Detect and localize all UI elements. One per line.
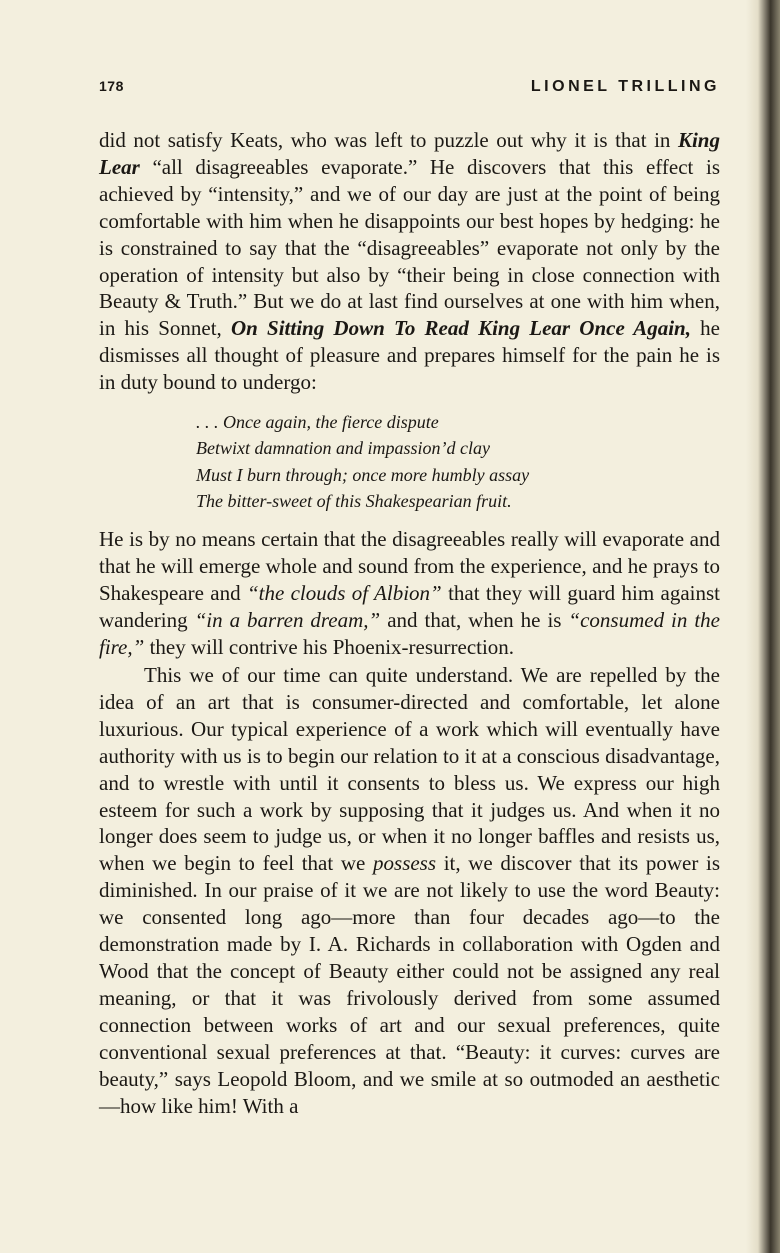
paragraph-1 bbox=[99, 127, 720, 396]
verse-line: . . . Once again, the fierce dispute bbox=[196, 412, 439, 432]
paragraph-text: he dismisses all thought of pleasure and prepares himself for the pain he is in duty bound to undergo: bbox=[99, 316, 720, 395]
paragraph-text: “all disagreeables evaporate.” He discovers that this effect is achieved by “intensity,” and we of our day are just at the point of being comfortable with him when he disappoints our best hopes by hedging: he is constrained to say that the “disagreeables” evaporate not only by the operation of intensity but also by “their being in close connection with Beauty & Truth.” But we do at last find ourselves at one with him when, in his Sonnet, bbox=[99, 154, 720, 341]
quotation-italic: “the clouds of Albion” bbox=[246, 580, 442, 605]
quotation-italic: “in a barren dream,” bbox=[194, 607, 381, 632]
verse-line: Must I burn through; once more humbly assay bbox=[196, 464, 530, 485]
verse-quotation bbox=[196, 409, 529, 514]
paragraph-text: He is by no means certain that the disagreeables really will evaporate and that he will emerge whole and sound from the experience, and he prays to Shakespeare and bbox=[99, 527, 720, 605]
page-number: 178 bbox=[99, 78, 124, 94]
paragraph-text: This we of our time can quite understand. We are repelled by the idea of an art that is consumer-directed and comfortable, let alone luxurious. Our typical experience of a work which will eventually have authority with us is to begin our relation to it at a conscious disadvantage, and to wrestle with until it consents to bless us. We express our high esteem for such a work by supposing that it judges us. And when it no longer does seem to judge us, or when it no longer baffles and resists us, when we begin to feel that we bbox=[99, 663, 720, 876]
verse-line: Betwixt damnation and impassion’d clay bbox=[196, 438, 490, 459]
paragraph-text: that they will guard him against wandering bbox=[99, 580, 720, 632]
paragraph-2 bbox=[99, 526, 720, 661]
sonnet-title: On Sitting Down To Read King Lear Once Again, bbox=[231, 316, 691, 341]
paragraph-text: did not satisfy Keats, who was left to puzzle out why it is that in bbox=[99, 128, 678, 152]
paragraph-3 bbox=[99, 662, 720, 1119]
running-head: LIONEL TRILLING bbox=[530, 78, 720, 95]
emphasis-possess: possess bbox=[373, 851, 437, 876]
quotation-italic: “consumed in the fire,” bbox=[99, 607, 721, 659]
title-king-lear: King Lear bbox=[99, 128, 720, 179]
paragraph-text: they will contrive his Phoenix-resurrection. bbox=[144, 634, 515, 659]
verse-line: The bitter-sweet of this Shakespearian fruit. bbox=[196, 490, 512, 511]
paragraph-text: and that, when he is bbox=[380, 607, 569, 632]
paragraph-text: it, we discover that its power is diminished. In our praise of it we are not likely to use the word Beauty: we consented long ago—more than four decades ago—to the demonstration made by I. A. Richards in collaboration with Ogden and Wood that the concept of Beauty either could not be assigned any real meaning, or that it was frivolously derived from some assumed connection between works of art and our sexual preferences, quite conventional sexual preferences at that. “Beauty: it curves: curves are beauty,” says Leopold Bloom, and we smile at so outmoded an aesthetic—how like him! With a bbox=[99, 851, 720, 1118]
page-gutter-shadow bbox=[746, 0, 780, 1253]
page-header bbox=[99, 78, 720, 102]
